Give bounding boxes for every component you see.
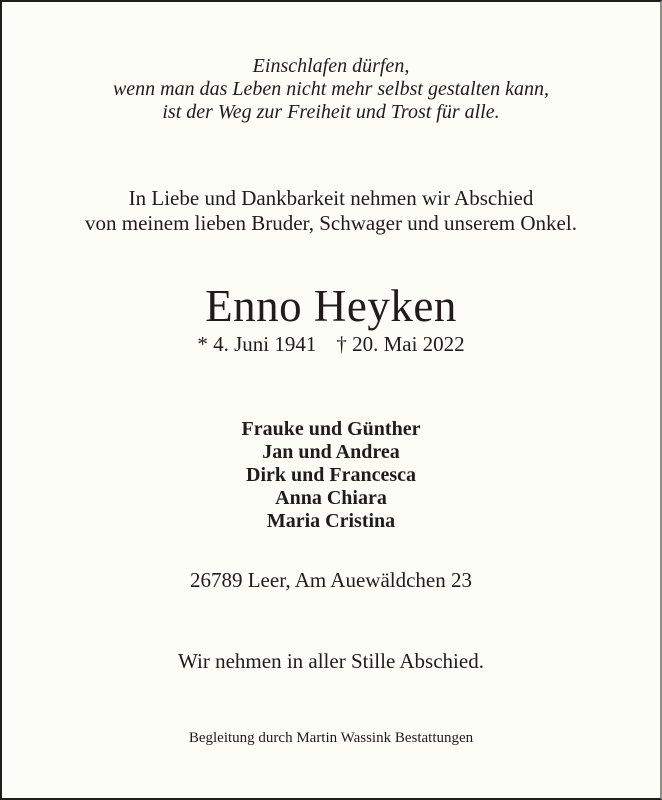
funeral-home-credit: Begleitung durch Martin Wassink Bestattungen <box>188 730 474 746</box>
death-date: † 20. Mai 2022 <box>336 332 465 356</box>
mourners-list <box>2 418 660 533</box>
intro-line: von meinem lieben Bruder, Schwager und unserem Onkel. <box>85 211 577 235</box>
mourner-name: Anna Chiara <box>275 487 387 509</box>
mourner-name: Maria Cristina <box>266 510 396 532</box>
intro-text <box>2 186 660 236</box>
epigraph <box>2 55 660 124</box>
epigraph-line: wenn man das Leben nicht mehr selbst gestalten kann, <box>112 78 550 100</box>
mourner-name: Dirk und Francesca <box>246 464 416 486</box>
epigraph-line: ist der Weg zur Freiheit und Trost für alle. <box>162 101 500 123</box>
mourner-name: Jan und Andrea <box>262 441 400 463</box>
deceased-name: Enno Heyken <box>205 281 457 331</box>
epigraph-line: Einschlafen dürfen, <box>252 55 410 77</box>
mourner-name: Frauke und Günther <box>241 418 421 440</box>
address-line: 26789 Leer, Am Auewäldchen 23 <box>189 568 472 592</box>
intro-line: In Liebe und Dankbarkeit nehmen wir Abschied <box>128 186 534 210</box>
birth-date: * 4. Juni 1941 <box>197 332 317 356</box>
life-dates <box>2 333 660 356</box>
closing-line: Wir nehmen in aller Stille Abschied. <box>178 649 484 673</box>
